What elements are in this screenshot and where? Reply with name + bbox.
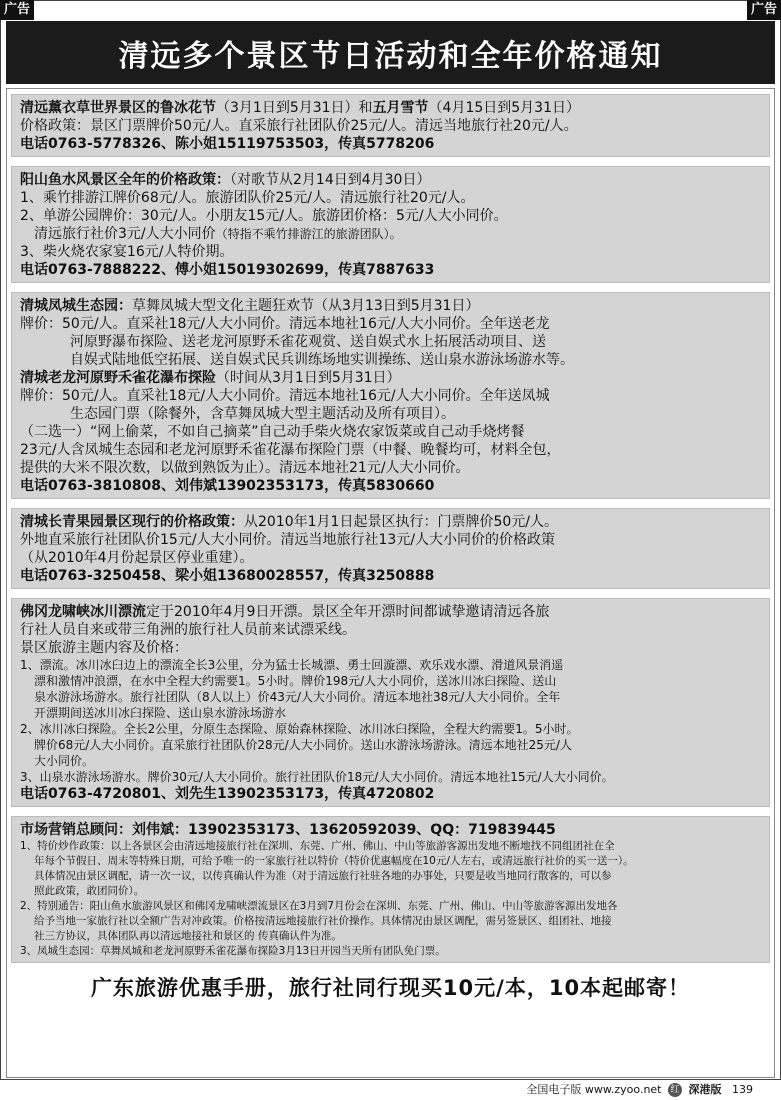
section-heading: 清城长青果园景区现行的价格政策： [20,514,244,530]
price-item: 漂和激情冲浪漂，在水中全程大约需要1。5小时。牌价198元/人大小同价，送冰川冰臼探险、送山 [34,674,557,688]
section-changqing [11,508,770,589]
contact-line: 电话0763-5778326、陈小姐15119753503，传真5778206 [20,136,435,152]
price-item: 清远旅行社价3元/人大小同价 [34,226,216,242]
price-item: 自娱式陆地低空拓展、送自娱式民兵训练场地实训操练、送山泉水游泳场游水等。 [70,352,574,368]
price-item: （从2010年4月份起景区停业重建）。 [20,550,254,566]
heading-note: （4月15日到5月31日） [428,100,580,116]
footer-bar [0,1080,781,1100]
price-note: （特指不乘竹排游江的旅游团队）。 [215,227,402,241]
price-item: 1、漂流。冰川冰臼边上的漂流全长3公里，分为猛士长城漂、勇士回漩漂、欢乐戏水漂、滑道风景消遥 [20,658,564,672]
section-longxiaoxia [11,598,770,807]
section-heading: 清远薰衣草世界景区的鲁冰花节 [20,100,216,116]
text-line: 行社人员自来或带三角洲的旅行社人员前来试漂采线。 [20,622,356,638]
price-item: 3、柴火烧农家宴16元/人特价期。 [20,244,234,260]
page-title: 清远多个景区节日活动和全年价格通知 [118,38,663,74]
slogan: 广东旅游优惠手册，旅行社同行现买10元/本，10本起邮寄！ [90,976,691,1000]
price-item: 提供的大米不限次数，以做到熟饭为止）。清远本地社21元/人大小同价。 [20,460,470,476]
price-item: 3、山泉水游泳场游水。牌价30元/人大小同价。旅行社团队价18元/人大小同价。清远本地社15元/人大小同价。 [20,770,614,784]
section-heading: 清城凤城生态园： [20,298,132,314]
footer-edition: 全国电子版 www.zyoo.net [526,1083,662,1096]
price-item: 大小同价。 [34,754,95,768]
heading-note: 定于2010年4月9日开漂。景区全年开漂时间都诚挚邀请清远各旅 [146,604,550,620]
price-item: 外地直采旅行社团队价15元/人大小同价。清远当地旅行社13元/人大小同价的价格政策 [20,532,556,548]
contact-line: 电话0763-3810808、刘伟斌13902353173，传真5830660 [20,478,435,494]
price-item: （二选一）“网上偷菜，不如自己摘菜”自己动手柴火烧农家饭菜或自己动手烧烤餐 [20,424,525,440]
note-line: 照此政策，敢团同价）。 [34,885,145,897]
logo-icon: 红 [668,1083,682,1097]
heading-note: （3月1日到5月31日）和 [216,100,373,116]
price-item: 牌价：50元/人。直采社18元/人大小同价。清远本地社16元/人大小同价。全年送凤城 [20,388,550,404]
heading-note: （对歌节从2月14日到4月30日） [230,172,431,188]
note-line: 社三方协议，具体团队再以清远地接社和景区的 传真确认件为准。 [34,930,342,942]
note-line: 3、凤城生态园：草舞凤城和老龙河原野禾雀花瀑布探险3月13日开园当天所有团队免门票。 [20,945,446,957]
heading-note: 从2010年1月1日起景区执行：门票牌价50元/人。 [244,514,558,530]
price-item: 1、乘竹排游江牌价68元/人。旅游团队价25元/人。清远旅行社20元/人。 [20,190,475,206]
contact-line: 电话0763-3250458、梁小姐13680028557，传真3250888 [20,568,435,584]
price-item: 生态园门票（除餐外，含草舞凤城大型主题活动及所有项目）。 [70,406,455,422]
note-line: 1、特价炒作政策：以上各景区会由清远地接旅行社在深圳、东莞、广州、佛山、中山等旅游客源出发地不断地找不同组团社在全 [20,840,615,852]
section-marketing [11,816,770,963]
price-policy: 价格政策：景区门票牌价50元/人。直采旅行社团队价25元/人。清远当地旅行社20元/人。 [20,118,578,134]
price-item: 河原野瀑布探险、送老龙河原野禾雀花观赏、送自娱式水上拓展活动项目、送 [70,334,546,350]
price-item: 开漂期间送冰川冰臼探险、送山泉水游泳场游水 [34,706,287,720]
price-item: 2、单游公园牌价：30元/人。小朋友15元/人。旅游团价格：5元/人大小同价。 [20,208,508,224]
ad-tag-right: 广告 [747,0,781,20]
title-banner [6,21,775,84]
note-line: 2、特别通告：阳山鱼水旅游风景区和佛冈龙啸峡漂流景区在3月到7月份会在深圳、东莞、广州、佛山、中山等旅游客源出发地各 [20,900,618,912]
section-heading: 佛冈龙啸峡冰川漂流 [20,604,146,620]
page-number: 139 [732,1083,753,1096]
section-heading: 清城老龙河原野禾雀花瀑布探险 [20,370,216,386]
ad-tag-left: 广告 [0,0,34,20]
note-line: 给予当地一家旅行社以全额广告对冲政策。价格按清远地接旅行社价操作。具体情况由景区调配，需另签景区、组团社、地接 [34,915,612,927]
text-line: 景区旅游主题内容及价格： [20,640,188,656]
heading-note: （时间从3月1日到5月31日） [216,370,401,386]
section-yangshan [11,166,770,283]
price-item: 牌价68元/人大小同价。直采旅行社团队价28元/人大小同价。送山水游泳场游泳。清远本地社25元/人 [34,738,572,752]
heading-event: 五月雪节 [372,100,429,116]
section-lavender [11,94,770,157]
price-item: 2、冰川冰臼探险。全长2公里，分原生态探险、原始森林探险、冰川冰臼探险，全程大约需要1。5小时。 [20,722,579,736]
section-fengcheng [11,292,770,499]
contact-line: 电话0763-4720801、刘先生13902353173，传真4720802 [20,786,435,802]
contact-line: 电话0763-7888222、傅小姐15019302699，传真7887633 [20,262,435,278]
price-item: 23元/人含凤城生态园和老龙河原野禾雀花瀑布探险门票（中餐、晚餐均可，材料全包， [20,442,561,458]
note-line: 年每个节假日、周末等特殊日期，可给予唯一的一家旅行社以特价（特价优惠幅度在10元/人左右，或清远旅行社价的买一送一）。 [34,855,634,867]
price-item: 泉水游泳场游水。旅行社团队（8人以上）价43元/人大小同价。清远本地社38元/人大小同价。全年 [34,690,561,704]
footer-region: 深港版 [688,1083,722,1096]
marketing-heading: 市场营销总顾问：刘伟斌：13902353173、13620592039、QQ：719839445 [20,822,556,838]
price-item: 牌价：50元/人。直采社18元/人大小同价。清远本地社16元/人大小同价。全年送老龙 [20,316,550,332]
content-area [6,88,775,1078]
section-heading: 阳山鱼水风景区全年的价格政策： [20,172,230,188]
heading-note: 草舞凤城大型文化主题狂欢节（从3月13日到5月31日） [132,298,480,314]
note-line: 具体情况由景区调配，请一次一议，以传真确认件为准（对于清远旅行社驻各地的办事处，只要是收当地同行散客的，可以参 [34,870,612,882]
